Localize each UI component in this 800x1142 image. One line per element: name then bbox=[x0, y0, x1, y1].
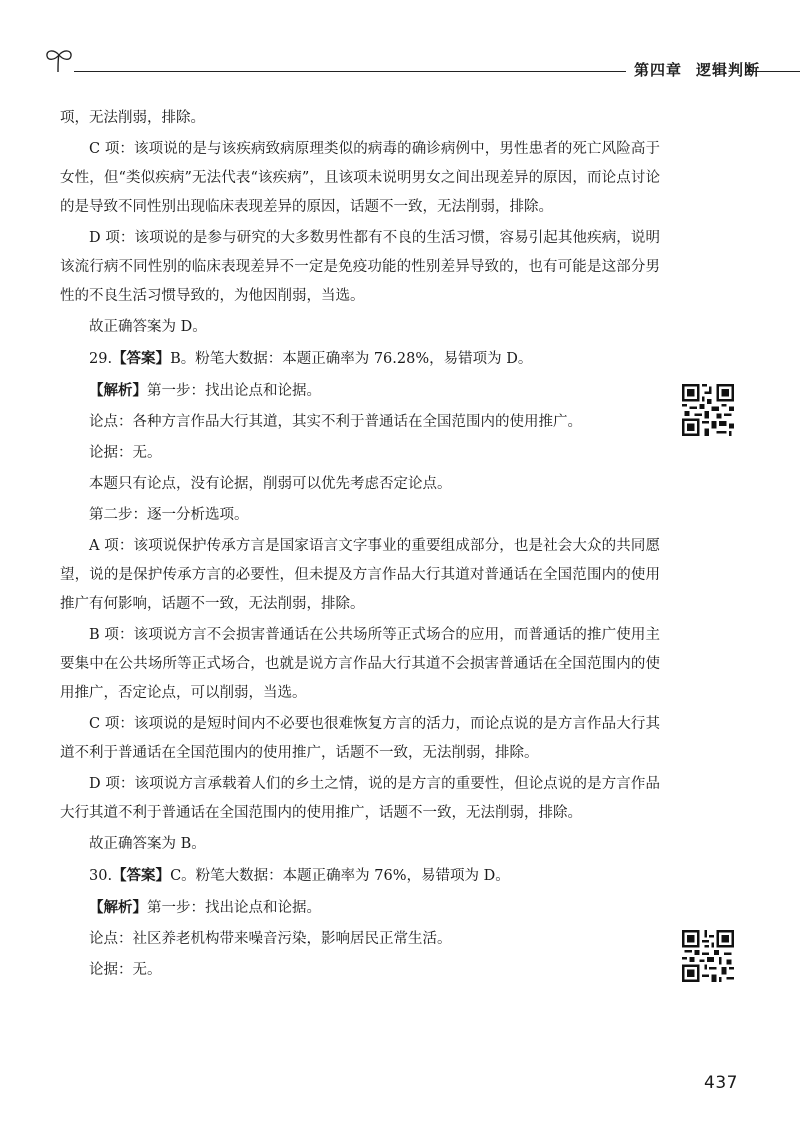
paragraph: C 项：该项说的是短时间内不必要也很难恢复方言的活力，而论点说的是方言作品大行其道不利于普通话在全国范围内的使用推广，话题不一致，无法削弱，排除。 bbox=[60, 716, 660, 761]
paragraph: 第二步：逐一分析选项。 bbox=[89, 507, 249, 523]
header-title bbox=[634, 59, 760, 80]
answer-text: B。粉笔大数据：本题正确率为 76.28%，易错项为 D。 bbox=[170, 351, 533, 367]
analysis-30 bbox=[60, 893, 660, 923]
answer-tag: 【答案】 bbox=[112, 867, 171, 884]
question-number: 30. bbox=[89, 868, 113, 884]
page-header bbox=[40, 44, 800, 84]
leaf-icon bbox=[44, 46, 74, 76]
header-rule-right bbox=[748, 71, 800, 72]
header-rule-left bbox=[74, 71, 626, 72]
paragraph: 故正确答案为 D。 bbox=[89, 319, 207, 335]
section-title: 逻辑判断 bbox=[696, 61, 761, 79]
paragraph: 论点：各种方言作品大行其道，其实不利于普通话在全国范围内的使用推广。 bbox=[89, 414, 582, 430]
analysis-text: 第一步：找出论点和论据。 bbox=[147, 900, 321, 916]
paragraph: D 项：该项说的是参与研究的大多数男性都有不良的生活习惯，容易引起其他疾病，说明该流行病不同性别的临床表现差异不一定是免疫功能的性别差异导致的，也有可能是这部分男性的不良生活习惯导致的，为他因削弱，当选。 bbox=[60, 230, 660, 304]
answer-29 bbox=[60, 344, 660, 374]
answer-30 bbox=[60, 861, 660, 891]
question-number: 29. bbox=[89, 351, 113, 367]
analysis-tag: 【解析】 bbox=[89, 899, 147, 916]
paragraph: 项，无法削弱，排除。 bbox=[60, 110, 205, 126]
paragraph: 故正确答案为 B。 bbox=[89, 836, 206, 852]
paragraph: 论点：社区养老机构带来噪音污染，影响居民正常生活。 bbox=[89, 931, 452, 947]
analysis-text: 第一步：找出论点和论据。 bbox=[147, 383, 321, 399]
qr-code-icon[interactable] bbox=[682, 384, 734, 436]
paragraph: D 项：该项说方言承载着人们的乡土之情，说的是方言的重要性，但论点说的是方言作品大行其道不利于普通话在全国范围内的使用推广，话题不一致，无法削弱，排除。 bbox=[60, 776, 660, 821]
page-content bbox=[60, 104, 660, 987]
analysis-29 bbox=[60, 376, 660, 406]
page-number: 437 bbox=[704, 1073, 738, 1093]
answer-text: C。粉笔大数据：本题正确率为 76%，易错项为 D。 bbox=[170, 868, 510, 884]
paragraph: 本题只有论点，没有论据，削弱可以优先考虑否定论点。 bbox=[89, 476, 452, 492]
paragraph: B 项：该项说方言不会损害普通话在公共场所等正式场合的应用，而普通话的推广使用主要集中在公共场所等正式场合，也就是说方言作品大行其道不会损害普通话在全国范围内的使用推广，否定论点，可以削弱，当选。 bbox=[60, 627, 660, 701]
analysis-tag: 【解析】 bbox=[89, 382, 147, 399]
answer-tag: 【答案】 bbox=[112, 350, 171, 367]
chapter-label: 第四章 bbox=[634, 61, 683, 79]
paragraph: 论据：无。 bbox=[89, 962, 162, 978]
paragraph: C 项：该项说的是与该疾病致病原理类似的病毒的确诊病例中，男性患者的死亡风险高于女性，但“类似疾病”无法代表“该疾病”，且该项未说明男女之间出现差异的原因，而论点讨论的是导致不同性别出现临床表现差异的原因，话题不一致，无法削弱，排除。 bbox=[60, 141, 660, 215]
qr-code-icon[interactable] bbox=[682, 930, 734, 982]
paragraph: A 项：该项说保护传承方言是国家语言文字事业的重要组成部分，也是社会大众的共同愿望，说的是保护传承方言的必要性，但未提及方言作品大行其道对普通话在全国范围内的使用推广有何影响，话题不一致，无法削弱，排除。 bbox=[60, 538, 660, 612]
paragraph: 论据：无。 bbox=[89, 445, 162, 461]
